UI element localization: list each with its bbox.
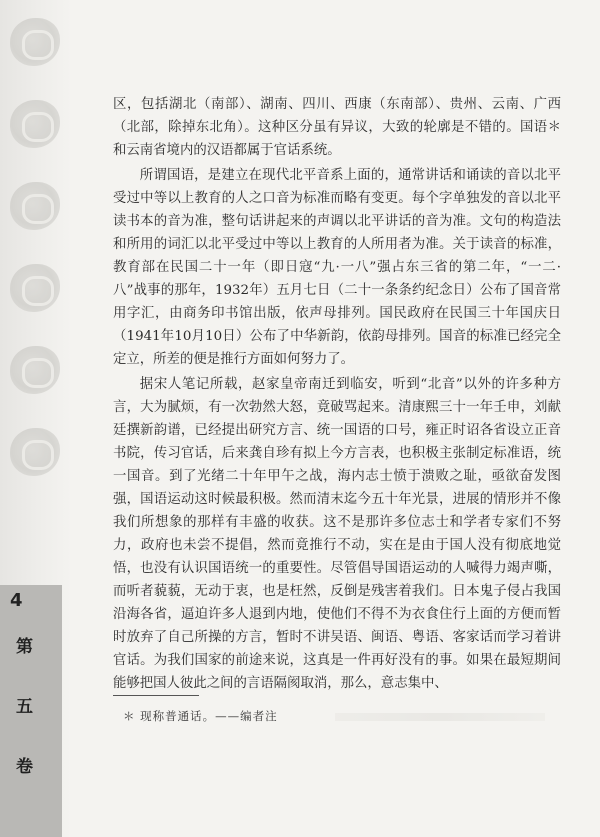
volume-char-1: 第 <box>16 637 33 657</box>
page-number: 4 <box>10 590 23 611</box>
footnote-divider <box>113 695 199 696</box>
volume-char-2: 五 <box>16 697 33 717</box>
body-text <box>113 93 561 695</box>
footnote: ＊ 现称普通话。——编者注 <box>123 709 278 723</box>
paragraph: 区，包括湖北（南部）、湖南、四川、西康（东南部）、贵州、云南、广西（北部，除掉东北角）。这种区分虽有异议，大致的轮廓是不错的。国语＊和云南省境内的汉语都属于官话系统。 <box>113 97 561 158</box>
paragraph: 所谓国语，是建立在现代北平音系上面的，通常讲话和诵读的音以北平受过中等以上教育的人之口音为标准而略有变更。每个字单独发的音以北平读书本的音为准，整句话讲起来的声调以北平讲话的音为准。文句的构造法和所用的词汇以北平受过中等以上教育的人所用者为准。关于读音的标准，教育部在民国二十一年（即日寇“九·一八”强占东三省的第二年，“一二·八”战事的那年，1932年）五月七日（二十一条条约纪念日）公布了国音常用字汇，由商务印书馆出版，依声母排列。国民政府在民国三十年国庆日（1941年10月10日）公布了中华新韵，依韵母排列。国音的标准已经完全定立，所差的便是推行方面如何努力了。 <box>113 168 561 367</box>
volume-char-3: 卷 <box>16 757 33 777</box>
paragraph: 据宋人笔记所载，赵家皇帝南迁到临安，听到“北音”以外的许多种方言，大为腻烦，有一次勃然大怒，竟破骂起来。清康熙三十一年壬申，刘献廷撰新韵谱，已经提出研究方言、统一国语的口号，雍正时诏各省设立正音书院，传习官话，后来龚自珍有拟上今方言表，也积极主张制定标准语，统一国音。到了光绪二十年甲午之战，海内志士愤于溃败之耻，亟欲奋发图强，国语运动这时候最积极。然而清末迄今五十年光景，进展的情形并不像我们所想象的那样有丰盛的收获。这不是那许多位志士和学者专家们不努力，政府也未尝不提倡，然而竟推行不动，实在是由于国人没有彻底地觉悟，也没有认识国语统一的重要性。尽管倡导国语运动的人喊得力竭声嘶，而听者藐藐，无动于衷，也是枉然，反倒是残害着我们。日本鬼子侵占我国沿海各省，逼迫许多人退到内地，使他们不得不为衣食住行上面的方便而暂时放弃了自己所操的方言，暂时不讲吴语、闽语、粤语、客家话而学习着讲官话。为我们国家的前途来说，这真是一件再好没有的事。如果在最短期间能够把国人彼此之间的言语隔阂取消，那么，意志集中、 <box>113 377 561 691</box>
bleed-through-mark <box>335 713 545 721</box>
